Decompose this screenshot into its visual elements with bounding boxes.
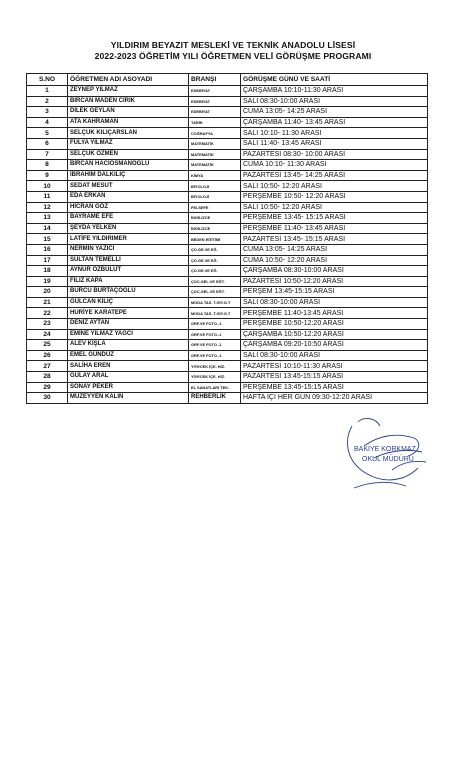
table-row (27, 149, 428, 160)
teacher-name: BİRCAN MADEN CIRIK (68, 96, 189, 107)
branch-name: YİYECEK İÇE. HİZ. (189, 361, 241, 372)
column-header-teacher: ÖĞRETMEN ADI ASOYADI (68, 74, 189, 86)
table-row (27, 329, 428, 340)
row-number: 25 (27, 340, 68, 351)
meeting-time: SALI 08:30-10:00 ARASI (241, 297, 428, 308)
row-number: 20 (27, 287, 68, 298)
row-number: 13 (27, 213, 68, 224)
branch-name: GRF.VE FOTO.-1 (189, 350, 241, 361)
branch-name: MATEMATİK (189, 138, 241, 149)
row-number: 17 (27, 255, 68, 266)
row-number: 6 (27, 138, 68, 149)
teacher-name: GÜLAY ARAL (68, 372, 189, 383)
teacher-name: SALİHA EREN (68, 361, 189, 372)
table-row (27, 160, 428, 171)
branch-name: ÇOC.GEL.VE EĞT. (189, 287, 241, 298)
row-number: 11 (27, 191, 68, 202)
branch-name: ÇO.GE.VE EĞ. (189, 266, 241, 277)
meeting-time: PERŞEMBE 10:50-12:20 ARASI (241, 319, 428, 330)
table-row (27, 213, 428, 224)
teacher-name: DENİZ AYTAN (68, 319, 189, 330)
meeting-time: PAZARTESİ 10:10-11:30 ARASI (241, 361, 428, 372)
table-row (27, 266, 428, 277)
teacher-name: BAYRAME EFE (68, 213, 189, 224)
row-number: 7 (27, 149, 68, 160)
branch-name: KİMYA (189, 170, 241, 181)
meeting-time: PERŞEMBE 13:45- 15:15 ARASI (241, 213, 428, 224)
meeting-time: ÇARŞAMBA 10:10-11:30 ARASI (241, 86, 428, 97)
branch-name: BİYOLOJİ (189, 181, 241, 192)
meeting-time: ÇARŞAMBA 08:30-10:00 ARASI (241, 266, 428, 277)
table-row (27, 372, 428, 383)
branch-name: EDEBİYAT (189, 96, 241, 107)
meeting-time: PERŞEMBE 13:45-15:15 ARASI (241, 382, 428, 393)
meeting-time: SALI 10:10- 11:30 ARASI (241, 128, 428, 139)
signature-stamp-drawing (334, 412, 434, 497)
branch-name: EL SANATLARI TEK. (189, 382, 241, 393)
meeting-time: PAZARTESİ 13:45-15:15 ARASI (241, 372, 428, 383)
branch-name: GRF.VE FOTO.-1 (189, 340, 241, 351)
meeting-time: SALI 08:30-10:00 ARASI (241, 96, 428, 107)
teacher-name: ATA KAHRAMAN (68, 117, 189, 128)
table-row (27, 234, 428, 245)
row-number: 1 (27, 86, 68, 97)
teacher-name: BURCU BURTAÇOĞLU (68, 287, 189, 298)
document-subtitle: 2022-2023 ÖĞRETİM YILI ÖĞRETMEN VELİ GÖRÜŞME PROGRAMI (94, 51, 372, 61)
meeting-time: SALI 08:30-10:00 ARASI (241, 350, 428, 361)
teacher-name: AYNUR ÖZBULUT (68, 266, 189, 277)
branch-name: ÇO.GE.VE EĞ. (189, 255, 241, 266)
row-number: 28 (27, 372, 68, 383)
teacher-name: MÜZEYYEN KALIN (68, 393, 189, 404)
row-number: 16 (27, 244, 68, 255)
meeting-time: PERŞEM 13:45-15:15 ARASI (241, 287, 428, 298)
teacher-name: SEDAT MESUT (68, 181, 189, 192)
teacher-name: EMİNE YILMAZ YAĞCI (68, 329, 189, 340)
column-header-sno: S.NO (27, 74, 68, 86)
teacher-name: GÜLCAN KILIÇ (68, 297, 189, 308)
branch-name: GRF.VE FOTO.-1 (189, 329, 241, 340)
row-number: 3 (27, 107, 68, 118)
meeting-time: PAZARTESİ 13:45- 14:25 ARASI (241, 170, 428, 181)
branch-name: İNGİLİZCE (189, 223, 241, 234)
branch-name: TARİH (189, 117, 241, 128)
row-number: 8 (27, 160, 68, 171)
branch-name: ÇOC.GEL.VE EĞT. (189, 276, 241, 287)
table-row (27, 96, 428, 107)
table-row (27, 181, 428, 192)
row-number: 22 (27, 308, 68, 319)
meeting-time: SALI 10:50- 12:20 ARASI (241, 181, 428, 192)
table-row (27, 191, 428, 202)
table-row (27, 276, 428, 287)
meeting-time: CUMA 13:05- 14:25 ARASI (241, 107, 428, 118)
table-header-row (27, 74, 428, 86)
table-row (27, 117, 428, 128)
branch-name: REHBERLİK (189, 393, 241, 404)
row-number: 14 (27, 223, 68, 234)
table-row (27, 340, 428, 351)
row-number: 27 (27, 361, 68, 372)
table-row (27, 223, 428, 234)
table-body (27, 86, 428, 404)
meeting-time: PAZARTESİ 10:50-12:20 ARASI (241, 276, 428, 287)
branch-name: MODA TAS. T.GİY.G.T (189, 308, 241, 319)
meeting-time: HAFTA İÇİ HER GÜN 09:30-12:20 ARASI (241, 393, 428, 404)
table-row (27, 107, 428, 118)
branch-name: BİYOLOJİ (189, 191, 241, 202)
teacher-name: NERMİN YAZICI (68, 244, 189, 255)
row-number: 21 (27, 297, 68, 308)
table-row (27, 308, 428, 319)
row-number: 10 (27, 181, 68, 192)
table-row (27, 319, 428, 330)
teacher-name: İBRAHİM DALKILIÇ (68, 170, 189, 181)
table-row (27, 297, 428, 308)
branch-name: GRF.VE FOTO.-1 (189, 319, 241, 330)
teacher-name: HURİYE KARATEPE (68, 308, 189, 319)
table-row (27, 128, 428, 139)
teacher-name: EDA ERKAN (68, 191, 189, 202)
teacher-name: SULTAN TEMELLİ (68, 255, 189, 266)
meeting-time: PERŞEMBE 11:40- 13:45 ARASI (241, 223, 428, 234)
meeting-time: ÇARŞAMBA 10:50-12:20 ARASI (241, 329, 428, 340)
table-row (27, 244, 428, 255)
row-number: 9 (27, 170, 68, 181)
teacher-name: SELÇUK KILIÇARSLAN (68, 128, 189, 139)
meeting-time: SALI 10:50- 12:20 ARASI (241, 202, 428, 213)
branch-name: İNGİLİZCE (189, 213, 241, 224)
meeting-time: ÇARŞAMBA 09:20-10:50 ARASI (241, 340, 428, 351)
document-title: YILDIRIM BEYAZIT MESLEKİ VE TEKNİK ANADOLU LİSESİ (110, 40, 356, 50)
teacher-name: ŞEYDA YELKEN (68, 223, 189, 234)
branch-name: MATEMATİK (189, 160, 241, 171)
teacher-name: ALEV KIŞLA (68, 340, 189, 351)
branch-name: COĞRAFYA (189, 128, 241, 139)
table-row (27, 361, 428, 372)
meeting-time: CUMA 10:50- 12:20 ARASI (241, 255, 428, 266)
row-number: 24 (27, 329, 68, 340)
row-number: 19 (27, 276, 68, 287)
teacher-name: BİRCAN HACIOSMANOĞLU (68, 160, 189, 171)
meeting-time: ÇARŞAMBA 11:40- 13:45 ARASI (241, 117, 428, 128)
meeting-time: PERŞEMBE 11:40-13:45 ARASI (241, 308, 428, 319)
schedule-table (26, 73, 428, 404)
meeting-time: PAZARTESİ 08:30- 10:00 ARASI (241, 149, 428, 160)
teacher-name: SONAY PEKER (68, 382, 189, 393)
branch-name: YİYECEK İÇE. HİZ. (189, 372, 241, 383)
column-header-branch: BRANŞI (189, 74, 241, 86)
table-row (27, 255, 428, 266)
teacher-name: DİLEK GEYLAN (68, 107, 189, 118)
branch-name: MODA TAS. T.GİY.G.T (189, 297, 241, 308)
meeting-time: PAZARTESİ 13:45- 15:15 ARASI (241, 234, 428, 245)
table-row (27, 86, 428, 97)
branch-name: MATEMATİK (189, 149, 241, 160)
row-number: 30 (27, 393, 68, 404)
row-number: 26 (27, 350, 68, 361)
teacher-name: ZEYNEP YILMAZ (68, 86, 189, 97)
row-number: 23 (27, 319, 68, 330)
branch-name: FELSEFE (189, 202, 241, 213)
table-row (27, 287, 428, 298)
row-number: 2 (27, 96, 68, 107)
table-row (27, 138, 428, 149)
signature-name: BAKİYE KORKMAZ (354, 446, 416, 453)
row-number: 4 (27, 117, 68, 128)
column-header-time: GÖRÜŞME GÜNÜ VE SAATİ (241, 74, 428, 86)
teacher-name: HİCRAN GÖZ (68, 202, 189, 213)
table-row (27, 350, 428, 361)
meeting-time: CUMA 10:10- 11:30 ARASI (241, 160, 428, 171)
table-row (27, 202, 428, 213)
meeting-time: SALI 11:40- 13:45 ARASI (241, 138, 428, 149)
row-number: 5 (27, 128, 68, 139)
signature-title: OKUL MÜDÜRÜ (362, 456, 414, 463)
row-number: 18 (27, 266, 68, 277)
table-row (27, 382, 428, 393)
teacher-name: FULYA YILMAZ (68, 138, 189, 149)
branch-name: ÇO.GE.VE EĞ. (189, 244, 241, 255)
meeting-time: PERŞEMBE 10:50- 12:20 ARASI (241, 191, 428, 202)
branch-name: EDEBİYAT (189, 107, 241, 118)
branch-name: BEDEN EĞİTİMİ (189, 234, 241, 245)
signature-block (334, 412, 434, 497)
branch-name: EDEBİYAT (189, 86, 241, 97)
row-number: 12 (27, 202, 68, 213)
table-row (27, 170, 428, 181)
row-number: 29 (27, 382, 68, 393)
teacher-name: FİLİZ KAPA (68, 276, 189, 287)
meeting-time: CUMA 13:05- 14:25 ARASI (241, 244, 428, 255)
teacher-name: EMEL GÜNDÜZ (68, 350, 189, 361)
teacher-name: SELÇUK ÖZMEN (68, 149, 189, 160)
table-row (27, 393, 428, 404)
row-number: 15 (27, 234, 68, 245)
teacher-name: LATİFE YILDIRIMER (68, 234, 189, 245)
